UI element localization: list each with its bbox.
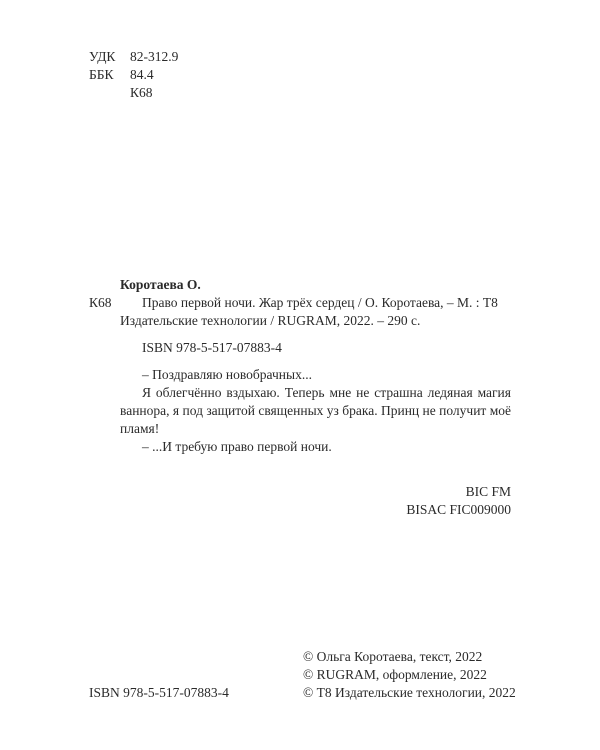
bbk-label: ББК — [89, 67, 114, 82]
annotation-paragraph: Я облегчённо вздыхаю. Теперь мне не страшна ледяная магия ваннора, я под защитой священных уз брака. Принц не получит моё пламя! — [120, 385, 511, 436]
author-heading: Коротаева О. — [120, 277, 201, 292]
udk-row — [89, 48, 178, 66]
copyright-list — [303, 648, 516, 702]
udk-label: УДК — [89, 49, 116, 64]
copyright-line: © Т8 Издательские технологии, 2022 — [303, 685, 516, 700]
author-mark: К68 — [130, 85, 153, 100]
annotation-paragraph: – Поздравляю новобрачных... — [142, 367, 312, 382]
copyright-line: © RUGRAM, оформление, 2022 — [303, 667, 487, 682]
description-line-1: Право первой ночи. Жар трёх сердец / О. Коротаева, – М. : Т8 — [142, 295, 498, 310]
subject-codes — [406, 483, 511, 519]
annotation — [120, 366, 511, 456]
annotation-paragraph: – ...И требую право первой ночи. — [142, 439, 332, 454]
bbk-value: 84.4 — [130, 67, 154, 82]
author-mark-row — [89, 84, 153, 102]
isbn-record: ISBN 978-5-517-07883-4 — [142, 340, 282, 355]
udk-value: 82-312.9 — [130, 49, 179, 64]
copyright-line: © Ольга Коротаева, текст, 2022 — [303, 649, 483, 664]
footer-isbn: ISBN 978-5-517-07883-4 — [89, 685, 229, 700]
bbk-row — [89, 66, 154, 84]
bisac-code: BISAC FIC009000 — [406, 502, 511, 517]
author-mark-side: К68 — [89, 295, 112, 310]
description-line-2: Издательские технологии / RUGRAM, 2022. – 290 с. — [120, 313, 421, 328]
bic-code: BIC FM — [465, 484, 511, 499]
